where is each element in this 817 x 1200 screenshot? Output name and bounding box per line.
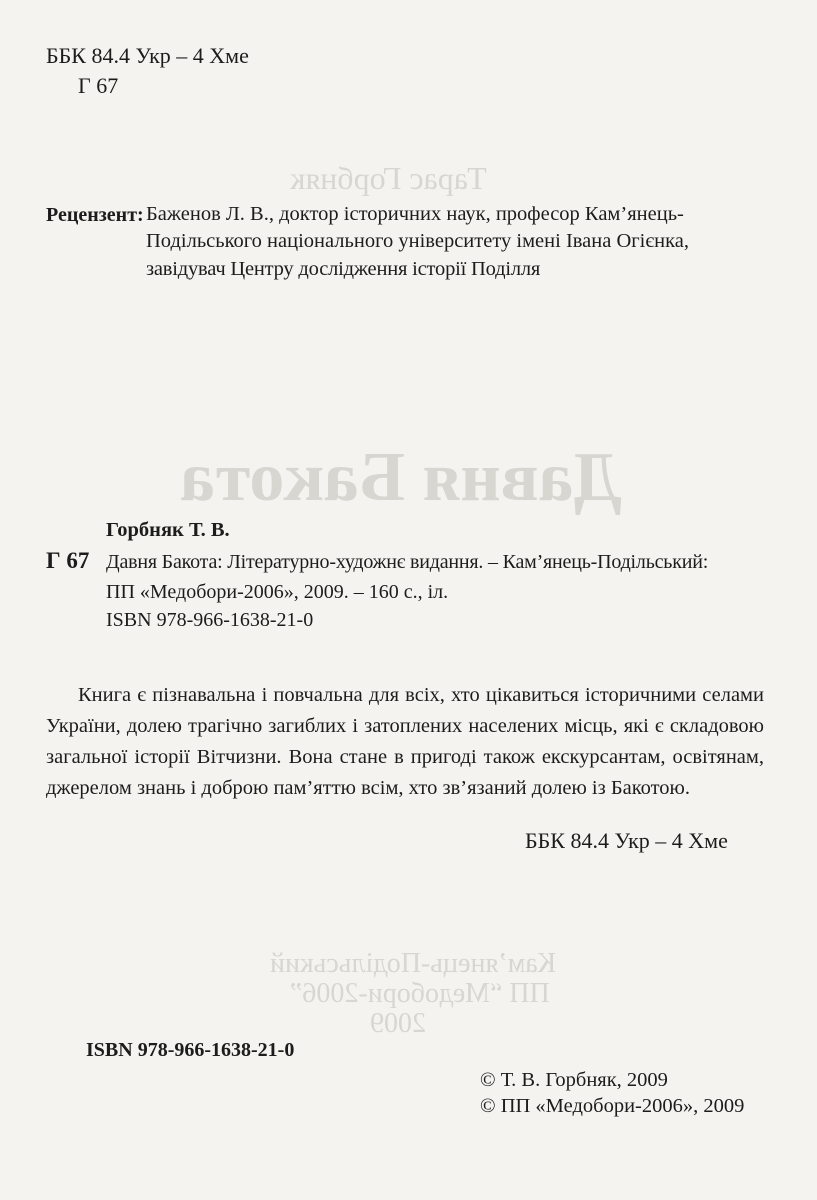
bbk-header-author-mark: Г 67 xyxy=(78,73,119,98)
catalog-isbn: ISBN 978-966-1638-21-0 xyxy=(106,609,314,631)
annotation-paragraph xyxy=(46,680,764,804)
catalog-title-line: Давня Бакота: Літературно-художнє видання. – Кам’янець-Подільський: xyxy=(106,551,709,573)
catalog-author: Горбняк Т. В. xyxy=(106,519,230,541)
ghost-publisher: ПП “Медобори-2006” xyxy=(290,978,550,1009)
bbk-footer: ББК 84.4 Укр – 4 Хме xyxy=(525,828,728,853)
ghost-author: Тарас Горбняк xyxy=(290,160,487,196)
ghost-year: 2009 xyxy=(370,1008,426,1039)
ghost-title: Давня Бакота xyxy=(180,439,622,516)
isbn-footer: ISBN 978-966-1638-21-0 xyxy=(86,1039,295,1061)
annotation-text: Книга є пізнавальна і повчальна для всіх, хто цікавиться історичними селами України, долею трагічно загиблих і затоплених населених місць, які є складовою загальної історії Вітчизни. Вона стане в пригоді також екскурсантам, освітянам, джерелом знань і доброю пам’яттю всім, хто зв’язаний долею із Бакотою. xyxy=(46,684,764,799)
ghost-city: Кам’янець-Подільський xyxy=(270,948,557,979)
reviewer-line-2: Подільського національного університету імені Івана Огієнка, xyxy=(146,230,690,252)
copyright-publisher: © ПП «Медобори-2006», 2009 xyxy=(480,1095,745,1117)
copyright-author: © Т. В. Горбняк, 2009 xyxy=(480,1069,668,1091)
catalog-mark: Г 67 xyxy=(46,548,90,573)
reviewer-line-3: завідувач Центру дослідження історії Поділля xyxy=(146,258,541,280)
reviewer-line-1: Баженов Л. В., доктор історичних наук, професор Кам’янець- xyxy=(146,203,684,225)
reviewer-label: Рецензент: xyxy=(46,204,144,226)
catalog-publisher-line: ПП «Медобори-2006», 2009. – 160 с., іл. xyxy=(106,581,449,603)
bbk-header-code: ББК 84.4 Укр – 4 Хме xyxy=(46,43,249,68)
